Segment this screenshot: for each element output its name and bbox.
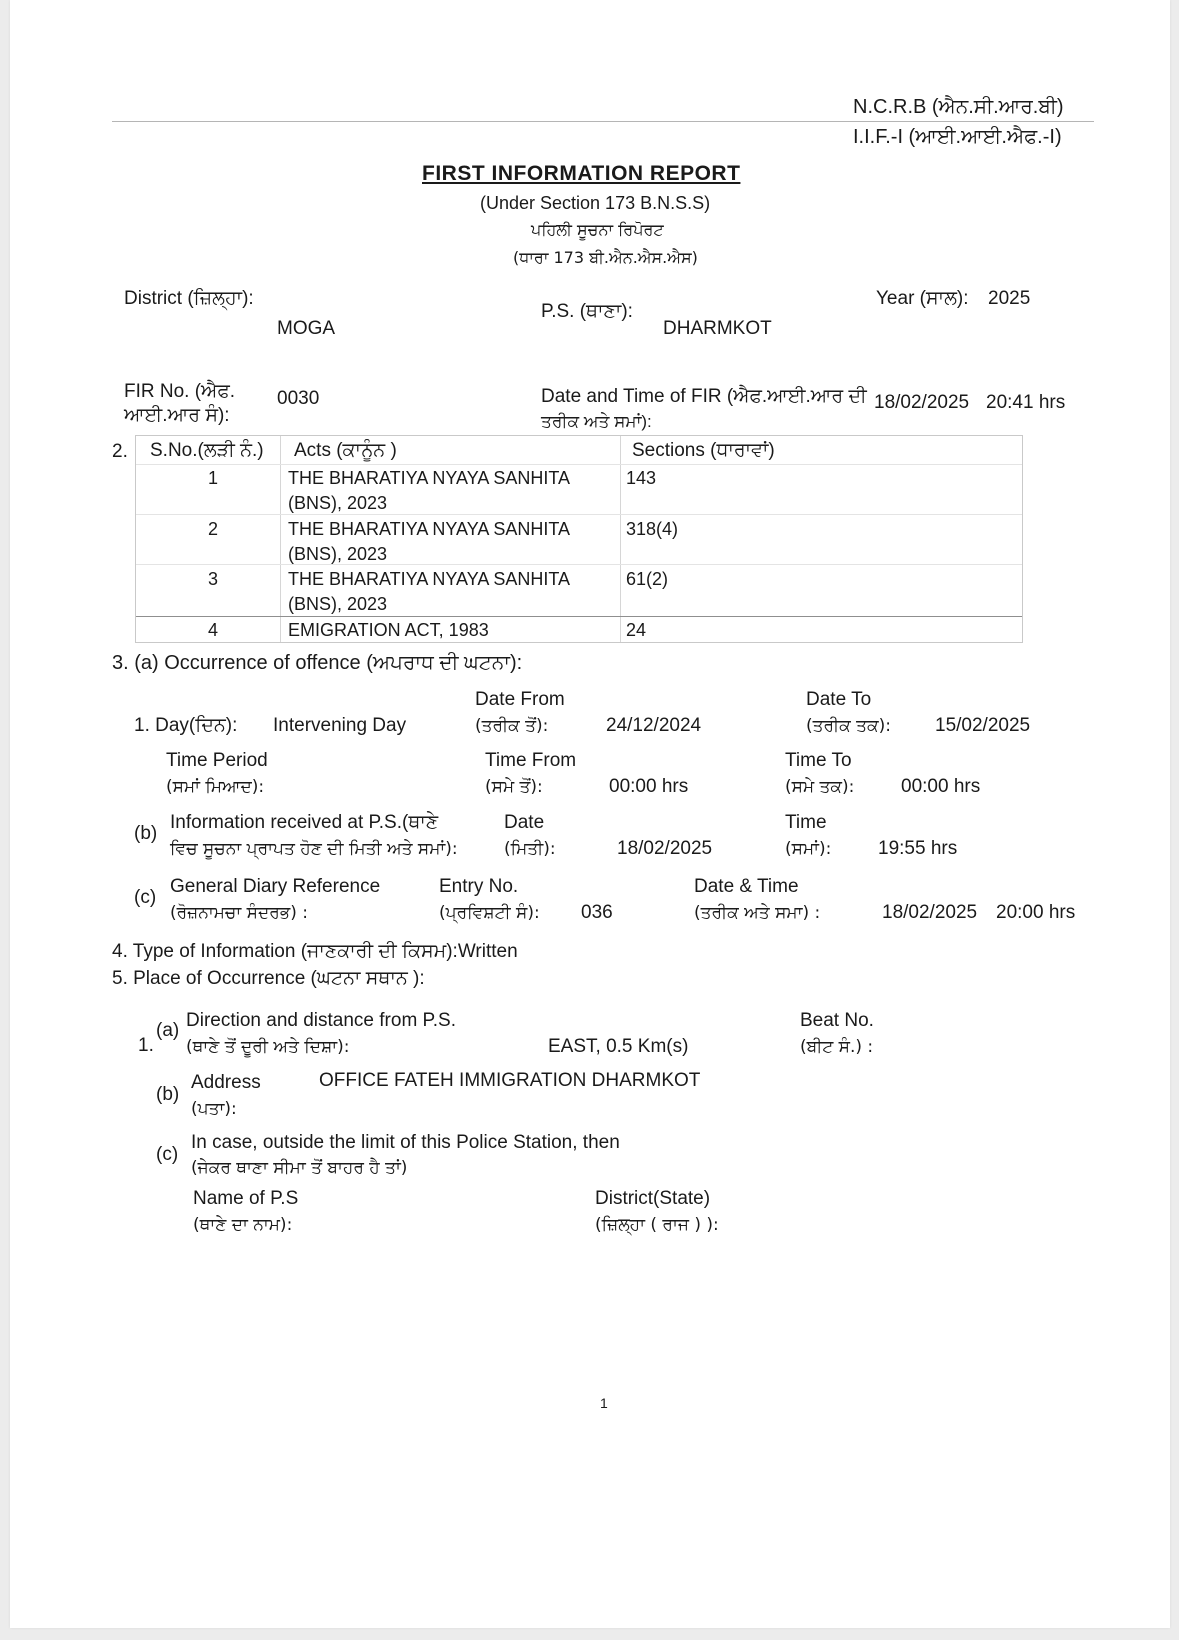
acts-row-act: THE BHARATIYA NYAYA SANHITA — [288, 519, 571, 539]
acts-row-section: 24 — [626, 620, 647, 640]
acts-header-sno: S.No.(ਲੜੀ ਨੰ.) — [150, 440, 264, 461]
header-rule — [112, 121, 1094, 122]
direction-label: Direction and distance from P.S. — [186, 1010, 457, 1031]
address-marker: (b) — [156, 1084, 180, 1105]
time-to-label: Time To — [785, 750, 852, 771]
acts-table-rule — [136, 616, 1022, 617]
acts-row-act: EMIGRATION ACT, 1983 — [288, 620, 489, 640]
address-value: OFFICE FATEH IMMIGRATION DHARMKOT — [319, 1070, 701, 1091]
gd-time-value: 20:00 hrs — [996, 902, 1076, 923]
date-from-label-2: (ਤਰੀਕ ਤੋਂ): — [475, 716, 549, 736]
fir-datetime-label-2: ਤਰੀਕ ਅਤੇ ਸਮਾਂ): — [541, 412, 652, 431]
day-label: 1. Day(ਦਿਨ): — [134, 715, 238, 736]
address-label: Address — [191, 1072, 261, 1093]
outside-ps-name-label: Name of P.S — [193, 1188, 299, 1209]
outside-limit-marker: (c) — [156, 1144, 179, 1165]
acts-row-sno: 1 — [208, 468, 219, 488]
acts-row-act-2: (BNS), 2023 — [288, 544, 388, 564]
day-value: Intervening Day — [273, 715, 407, 736]
address-label-2: (ਪਤਾ): — [191, 1099, 237, 1119]
fir-datetime-label: Date and Time of FIR (ਐਫ.ਆਈ.ਆਰ ਦੀ — [541, 386, 867, 407]
acts-table-rule — [136, 564, 1022, 565]
acts-row-act-2: (BNS), 2023 — [288, 594, 388, 614]
date-from-label: Date From — [475, 689, 565, 710]
report-section-punjabi: (ਧਾਰਾ 173 ਬੀ.ਐਨ.ਐਸ.ਐਸ) — [513, 248, 698, 267]
place-heading: 5. Place of Occurrence (ਘਟਨਾ ਸਥਾਨ ): — [112, 968, 425, 989]
acts-table-rule — [136, 514, 1022, 515]
acts-row-act: THE BHARATIYA NYAYA SANHITA — [288, 569, 571, 589]
date-to-value: 15/02/2025 — [935, 715, 1031, 736]
acts-row-act-2: (BNS), 2023 — [288, 493, 388, 513]
time-to-label-2: (ਸਮੇ ਤਕ): — [785, 777, 855, 797]
outside-district-state-label-2: (ਜ਼ਿਲ੍ਹਾ ( ਰਾਜ ) ): — [595, 1215, 719, 1235]
direction-value: EAST, 0.5 Km(s) — [548, 1036, 689, 1057]
acts-table-divider — [620, 436, 621, 642]
beat-number-label-2: (ਬੀਟ ਸੰ.) : — [800, 1037, 874, 1057]
gd-datetime-label: Date & Time — [694, 876, 799, 897]
acts-header-acts: Acts (ਕਾਨੂੰਨ ) — [294, 440, 397, 461]
district-label: District (ਜ਼ਿਲ੍ਹਾ): — [124, 288, 254, 309]
acts-table — [135, 435, 1023, 643]
info-date-value: 18/02/2025 — [617, 838, 713, 859]
outside-limit-label: In case, outside the limit of this Police Station, then — [191, 1132, 620, 1153]
info-received-label: Information received at P.S.(ਥਾਣੇ — [170, 812, 439, 833]
acts-row-sno: 4 — [208, 620, 219, 640]
gd-date-value: 18/02/2025 — [882, 902, 978, 923]
page-number: 1 — [600, 1395, 608, 1411]
fir-number-value: 0030 — [277, 388, 320, 409]
report-title-punjabi: ਪਹਿਲੀ ਸੂਚਨਾ ਰਿਪੋਰਟ — [531, 220, 664, 239]
year-value: 2025 — [988, 288, 1031, 309]
document-page — [10, 0, 1170, 1628]
beat-number-label: Beat No. — [800, 1010, 874, 1031]
gd-datetime-label-2: (ਤਰੀਕ ਅਤੇ ਸਮਾ) : — [694, 903, 821, 923]
info-time-value: 19:55 hrs — [878, 838, 958, 859]
outside-limit-label-2: (ਜੇਕਰ ਥਾਣਾ ਸੀਮਾ ਤੋਂ ਬਾਹਰ ਹੈ ਤਾਂ) — [191, 1158, 408, 1178]
info-received-marker: (b) — [134, 823, 158, 844]
iif-label: I.I.F.-I (ਆਈ.ਆਈ.ਐਫ.-I) — [853, 126, 1062, 148]
acts-section-number: 2. — [112, 441, 128, 462]
direction-marker: (a) — [156, 1020, 180, 1041]
general-diary-label-2: (ਰੋਜ਼ਨਾਮਚਾ ਸੰਦਰਭ) : — [170, 903, 308, 923]
acts-row-act: THE BHARATIYA NYAYA SANHITA — [288, 468, 571, 488]
info-received-label-2: ਵਿਚ ਸੂਚਨਾ ਪ੍ਰਾਪਤ ਹੋਣ ਦੀ ਮਿਤੀ ਅਤੇ ਸਮਾਂ): — [170, 839, 458, 859]
police-station-label: P.S. (ਥਾਣਾ): — [541, 301, 633, 322]
ncrb-label: N.C.R.B (ਐਨ.ਸੀ.ਆਰ.ਬੀ) — [853, 96, 1064, 118]
fir-time-value: 20:41 hrs — [986, 392, 1066, 413]
info-date-label-2: (ਮਿਤੀ): — [504, 839, 556, 859]
information-type-label-text: 4. Type of Information (ਜਾਣਕਾਰੀ ਦੀ ਕਿਸਮ): — [112, 941, 458, 962]
acts-header-sections: Sections (ਧਾਰਾਵਾਂ) — [632, 440, 775, 461]
entry-number-value: 036 — [581, 902, 613, 923]
acts-row-section: 318(4) — [626, 519, 679, 539]
acts-row-section: 61(2) — [626, 569, 669, 589]
general-diary-label: General Diary Reference — [170, 876, 381, 897]
time-period-label-2: (ਸਮਾਂ ਮਿਆਦ): — [166, 777, 265, 797]
time-from-label: Time From — [485, 750, 577, 771]
acts-table-divider — [280, 436, 281, 642]
entry-number-label: Entry No. — [439, 876, 519, 897]
direction-label-2: (ਥਾਣੇ ਤੋਂ ਦੂਰੀ ਅਤੇ ਦਿਸ਼ਾ): — [186, 1037, 350, 1057]
date-to-label-2: (ਤਰੀਕ ਤਕ): — [806, 716, 892, 736]
fir-number-label-2: ਆਈ.ਆਰ ਸੰ): — [124, 405, 230, 426]
fir-number-label: FIR No. (ਐਫ. — [124, 381, 236, 402]
info-time-label: Time — [785, 812, 827, 833]
information-type-value: Written — [457, 941, 518, 962]
info-date-label: Date — [504, 812, 545, 833]
information-type-label — [112, 941, 518, 963]
date-to-label: Date To — [806, 689, 872, 710]
time-to-value: 00:00 hrs — [901, 776, 981, 797]
info-time-label-2: (ਸਮਾਂ): — [785, 839, 832, 859]
report-under-section: (Under Section 173 B.N.S.S) — [480, 193, 711, 213]
district-value: MOGA — [277, 318, 336, 339]
time-from-value: 00:00 hrs — [609, 776, 689, 797]
outside-ps-name-label-2: (ਥਾਣੇ ਦਾ ਨਾਮ): — [193, 1215, 293, 1235]
time-from-label-2: (ਸਮੇ ਤੋਂ): — [485, 777, 543, 797]
acts-row-sno: 2 — [208, 519, 219, 539]
place-item-number: 1. — [138, 1035, 154, 1056]
report-title: FIRST INFORMATION REPORT — [422, 162, 741, 185]
date-from-value: 24/12/2024 — [606, 715, 702, 736]
acts-row-section: 143 — [626, 468, 657, 488]
occurrence-heading: 3. (a) Occurrence of offence (ਅਪਰਾਧ ਦੀ ਘਟਨਾ): — [112, 652, 523, 674]
acts-row-sno: 3 — [208, 569, 219, 589]
outside-district-state-label: District(State) — [595, 1188, 711, 1209]
acts-table-rule — [136, 464, 1022, 465]
fir-date-value: 18/02/2025 — [874, 392, 970, 413]
time-period-label: Time Period — [166, 750, 268, 771]
police-station-value: DHARMKOT — [663, 318, 772, 339]
entry-number-label-2: (ਪ੍ਰਵਿਸ਼ਟੀ ਸੰ): — [439, 903, 540, 923]
year-label: Year (ਸਾਲ): — [876, 288, 969, 309]
general-diary-marker: (c) — [134, 887, 157, 908]
